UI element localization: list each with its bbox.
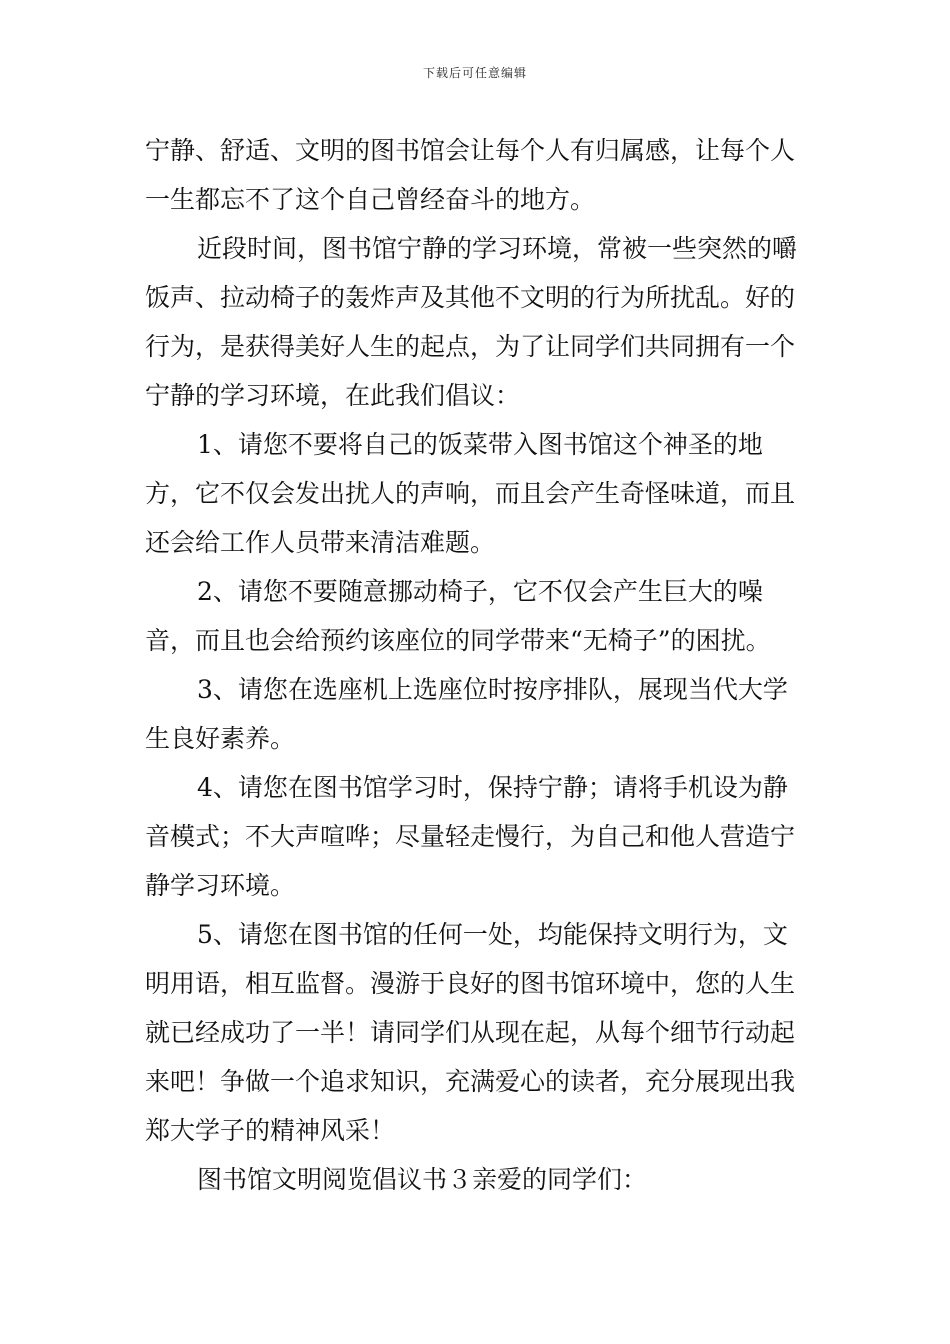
paragraph-intro: 宁静、舒适、文明的图书馆会让每个人有归属感，让每个人一生都忘不了这个自己曾经奋斗的地方。 [145, 136, 796, 214]
paragraph-next-title: 图书馆文明阅览倡议书３亲爱的同学们： [197, 1165, 648, 1194]
paragraph-item-1: 1、请您不要将自己的饭菜带入图书馆这个神圣的地方，它不仅会发出扰人的声响，而且会产生奇怪味道，而且还会给工作人员带来清洁难题。 [145, 430, 796, 557]
paragraph-background: 近段时间，图书馆宁静的学习环境，常被一些突然的嚼饭声、拉动椅子的轰炸声及其他不文明的行为所扰乱。好的行为，是获得美好人生的起点，为了让同学们共同拥有一个宁静的学习环境，在此我们倡议： [145, 234, 798, 410]
paragraph-item-5: 5、请您在图书馆的任何一处，均能保持文明行为，文明用语，相互监督。漫游于良好的图书馆环境中，您的人生就已经成功了一半！请同学们从现在起，从每个细节行动起来吧！争做一个追求知识，充满爱心的读者，充分展现出我郑大学子的精神风采！ [145, 920, 796, 1145]
paragraph-item-4: 4、请您在图书馆学习时，保持宁静；请将手机设为静音模式；不大声喧哗；尽量轻走慢行，为自己和他人营造宁静学习环境。 [145, 773, 796, 900]
page-header-note: 下载后可任意编辑 [422, 66, 527, 80]
paragraph-item-3: 3、请您在选座机上选座位时按序排队，展现当代大学生良好素养。 [145, 675, 788, 753]
paragraph-item-2: 2、请您不要随意挪动椅子，它不仅会产生巨大的噪音，而且也会给预约该座位的同学带来“无椅子”的困扰。 [145, 577, 771, 655]
document-body [145, 126, 809, 1204]
